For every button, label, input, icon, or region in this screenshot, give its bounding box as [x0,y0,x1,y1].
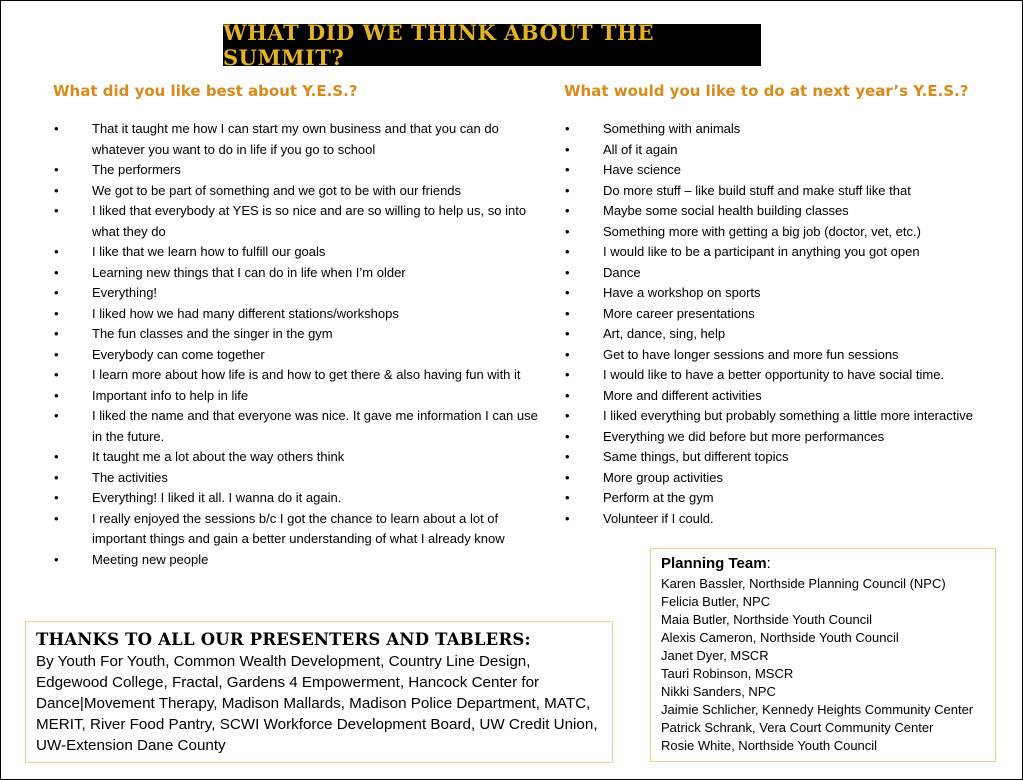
liked-best-list [54,119,544,570]
liked-best-item-text: That it taught me how I can start my own business and that you can do whatever you want to do in life if you go to school [92,121,499,157]
next-year-item-text: More and different activities [603,387,762,403]
bullet-icon: • [54,244,59,259]
liked-best-item [54,324,544,345]
next-year-item-text: Art, dance, sing, help [603,326,726,341]
liked-best-item [54,509,544,550]
liked-best-item-text: I liked that everybody at YES is so nice and are so willing to help us, so into what they do [92,203,527,239]
bullet-icon: • [54,346,59,362]
bullet-icon: • [54,285,59,300]
liked-best-item-text: The activities [92,469,168,485]
liked-best-item [54,160,544,181]
bullet-icon: • [54,367,59,382]
bullet-icon: • [565,264,570,280]
next-year-item [565,283,1015,304]
liked-best-item-text: Important info to help in life [92,387,249,403]
next-year-item [565,406,1015,427]
planning-team-member: Nikki Sanders, NPC [661,684,776,699]
liked-best-item [54,365,544,386]
bullet-icon: • [54,469,59,485]
liked-best-item [54,242,544,263]
next-year-item [565,447,1015,468]
liked-best-item-text: The performers [92,162,181,177]
next-year-item-text: Do more stuff – like build stuff and make stuff like that [603,182,911,198]
next-year-item-text: Something more with getting a big job (doctor, vet, etc.) [603,223,921,239]
next-year-item [565,222,1015,243]
bullet-icon: • [565,326,570,341]
bullet-icon: • [54,490,59,505]
liked-best-item-text: I learn more about how life is and how to get there & also having fun with it [92,367,521,382]
planning-team-title-text: Planning Team [661,555,767,572]
right-column-heading: What would you like to do at next year’s Y.E.S.? [564,82,969,100]
bullet-icon: • [565,121,570,136]
title-banner [223,20,761,70]
liked-best-item [54,283,544,304]
bullet-icon: • [54,387,59,403]
bullet-icon: • [565,162,570,177]
next-year-item [565,509,1015,530]
next-year-item [565,304,1015,325]
bullet-icon: • [565,305,570,321]
next-year-item-text: More group activities [603,469,723,485]
next-year-item [565,468,1015,489]
liked-best-item [54,263,544,284]
liked-best-item [54,488,544,509]
next-year-item [565,386,1015,407]
bullet-icon: • [54,203,59,218]
bullet-icon: • [54,449,59,464]
liked-best-item-text: I liked how we had many different stations/workshops [92,305,399,321]
liked-best-item [54,119,544,160]
bullet-icon: • [54,264,59,280]
bullet-icon: • [54,510,59,526]
liked-best-item-text: Everybody can come together [92,346,265,362]
next-year-item-text: I would like to be a participant in anything you got open [603,244,920,259]
liked-best-item-text: Meeting new people [92,551,209,567]
next-year-item [565,488,1015,509]
next-year-item-text: Have science [603,162,682,177]
next-year-item [565,119,1015,140]
planning-team-title-colon: : [766,555,771,572]
next-year-item-text: More career presentations [603,305,755,321]
next-year-item [565,263,1015,284]
next-year-item [565,365,1015,386]
next-year-item-text: Maybe some social health building classes [603,203,849,218]
thanks-title: THANKS TO ALL OUR PRESENTERS AND TABLERS: [36,630,531,649]
next-year-item-text: Something with animals [603,121,741,136]
bullet-icon: • [54,182,59,198]
bullet-icon: • [565,510,570,526]
planning-team-member: Patrick Schrank, Vera Court Community Center [661,720,934,735]
bullet-icon: • [54,326,59,341]
planning-team-member: Felicia Butler, NPC [661,594,771,609]
planning-team-member: Maia Butler, Northside Youth Council [661,612,873,627]
next-year-item [565,201,1015,222]
planning-team-member: Jaimie Schlicher, Kennedy Heights Community Center [661,702,974,717]
liked-best-item [54,304,544,325]
bullet-icon: • [565,244,570,259]
next-year-item-text: Dance [603,264,641,280]
planning-team-member: Karen Bassler, Northside Planning Council (NPC) [661,576,946,591]
liked-best-item [54,468,544,489]
next-year-item [565,427,1015,448]
next-year-item [565,345,1015,366]
next-year-item [565,140,1015,161]
next-year-item-text: I would like to have a better opportunity to have social time. [603,367,945,382]
planning-team-member: Tauri Robinson, MSCR [661,666,794,681]
bullet-icon: • [565,367,570,382]
bullet-icon: • [54,408,59,423]
liked-best-item-text: The fun classes and the singer in the gym [92,326,333,341]
bullet-icon: • [565,182,570,198]
bullet-icon: • [54,121,59,136]
bullet-icon: • [54,305,59,321]
liked-best-item-text: Everything! [92,285,158,300]
liked-best-item [54,550,544,571]
liked-best-item [54,447,544,468]
planning-team-member: Rosie White, Northside Youth Council [661,738,878,753]
next-year-item-text: Volunteer if I could. [603,510,714,526]
liked-best-item [54,345,544,366]
planning-team-title [661,555,985,572]
bullet-icon: • [54,162,59,177]
bullet-icon: • [565,387,570,403]
liked-best-item-text: Learning new things that I can do in life when I’m older [92,264,406,280]
next-year-item-text: Everything we did before but more performances [603,428,885,444]
liked-best-item-text: We got to be part of something and we got to be with our friends [92,182,462,198]
thanks-body: By Youth For Youth, Common Wealth Development, Country Line Design, Edgewood College, Fractal, Gardens 4 Empowerment, Hancock Center for Dance|Movement Therapy, Madison Mallards, Madison Police Department, MATC, MERIT, River Food Pantry, SCWI Workforce Development Board, UW Credit Union, UW-Extension Dane County [36,653,598,754]
bullet-icon: • [565,469,570,485]
next-year-item [565,242,1015,263]
next-year-item-text: Have a workshop on sports [603,285,761,300]
next-year-item-text: I liked everything but probably something a little more interactive [603,408,973,423]
liked-best-item-text: I really enjoyed the sessions b/c I got the chance to learn about a lot of important things and gain a better understanding of what I already know [92,510,505,546]
liked-best-item-text: I like that we learn how to fulfill our goals [92,244,326,259]
liked-best-item [54,406,544,447]
planning-team-member: Alexis Cameron, Northside Youth Council [661,630,899,645]
next-year-item-text: All of it again [603,141,678,157]
bullet-icon: • [565,203,570,218]
next-year-item-text: Same things, but different topics [603,449,789,464]
liked-best-item-text: I liked the name and that everyone was nice. It gave me information I can use in the future. [92,408,538,444]
thanks-box [25,621,613,763]
planning-team-box [650,548,996,762]
bullet-icon: • [565,141,570,157]
bullet-icon: • [565,285,570,300]
next-year-list [565,119,1015,529]
planning-team-member: Janet Dyer, MSCR [661,648,769,663]
bullet-icon: • [565,428,570,444]
next-year-item-text: Perform at the gym [603,490,714,505]
page-title: WHAT DID WE THINK ABOUT THE SUMMIT? [223,20,654,70]
bullet-icon: • [565,346,570,362]
liked-best-item [54,181,544,202]
planning-team-list [661,575,985,755]
next-year-item-text: Get to have longer sessions and more fun sessions [603,346,899,362]
liked-best-item [54,386,544,407]
bullet-icon: • [565,408,570,423]
next-year-item [565,160,1015,181]
bullet-icon: • [565,449,570,464]
liked-best-item-text: Everything! I liked it all. I wanna do it again. [92,490,342,505]
liked-best-item [54,201,544,242]
next-year-item [565,181,1015,202]
liked-best-item-text: It taught me a lot about the way others think [92,449,345,464]
next-year-item [565,324,1015,345]
bullet-icon: • [565,490,570,505]
bullet-icon: • [565,223,570,239]
bullet-icon: • [54,551,59,567]
left-column-heading: What did you like best about Y.E.S.? [53,82,358,100]
